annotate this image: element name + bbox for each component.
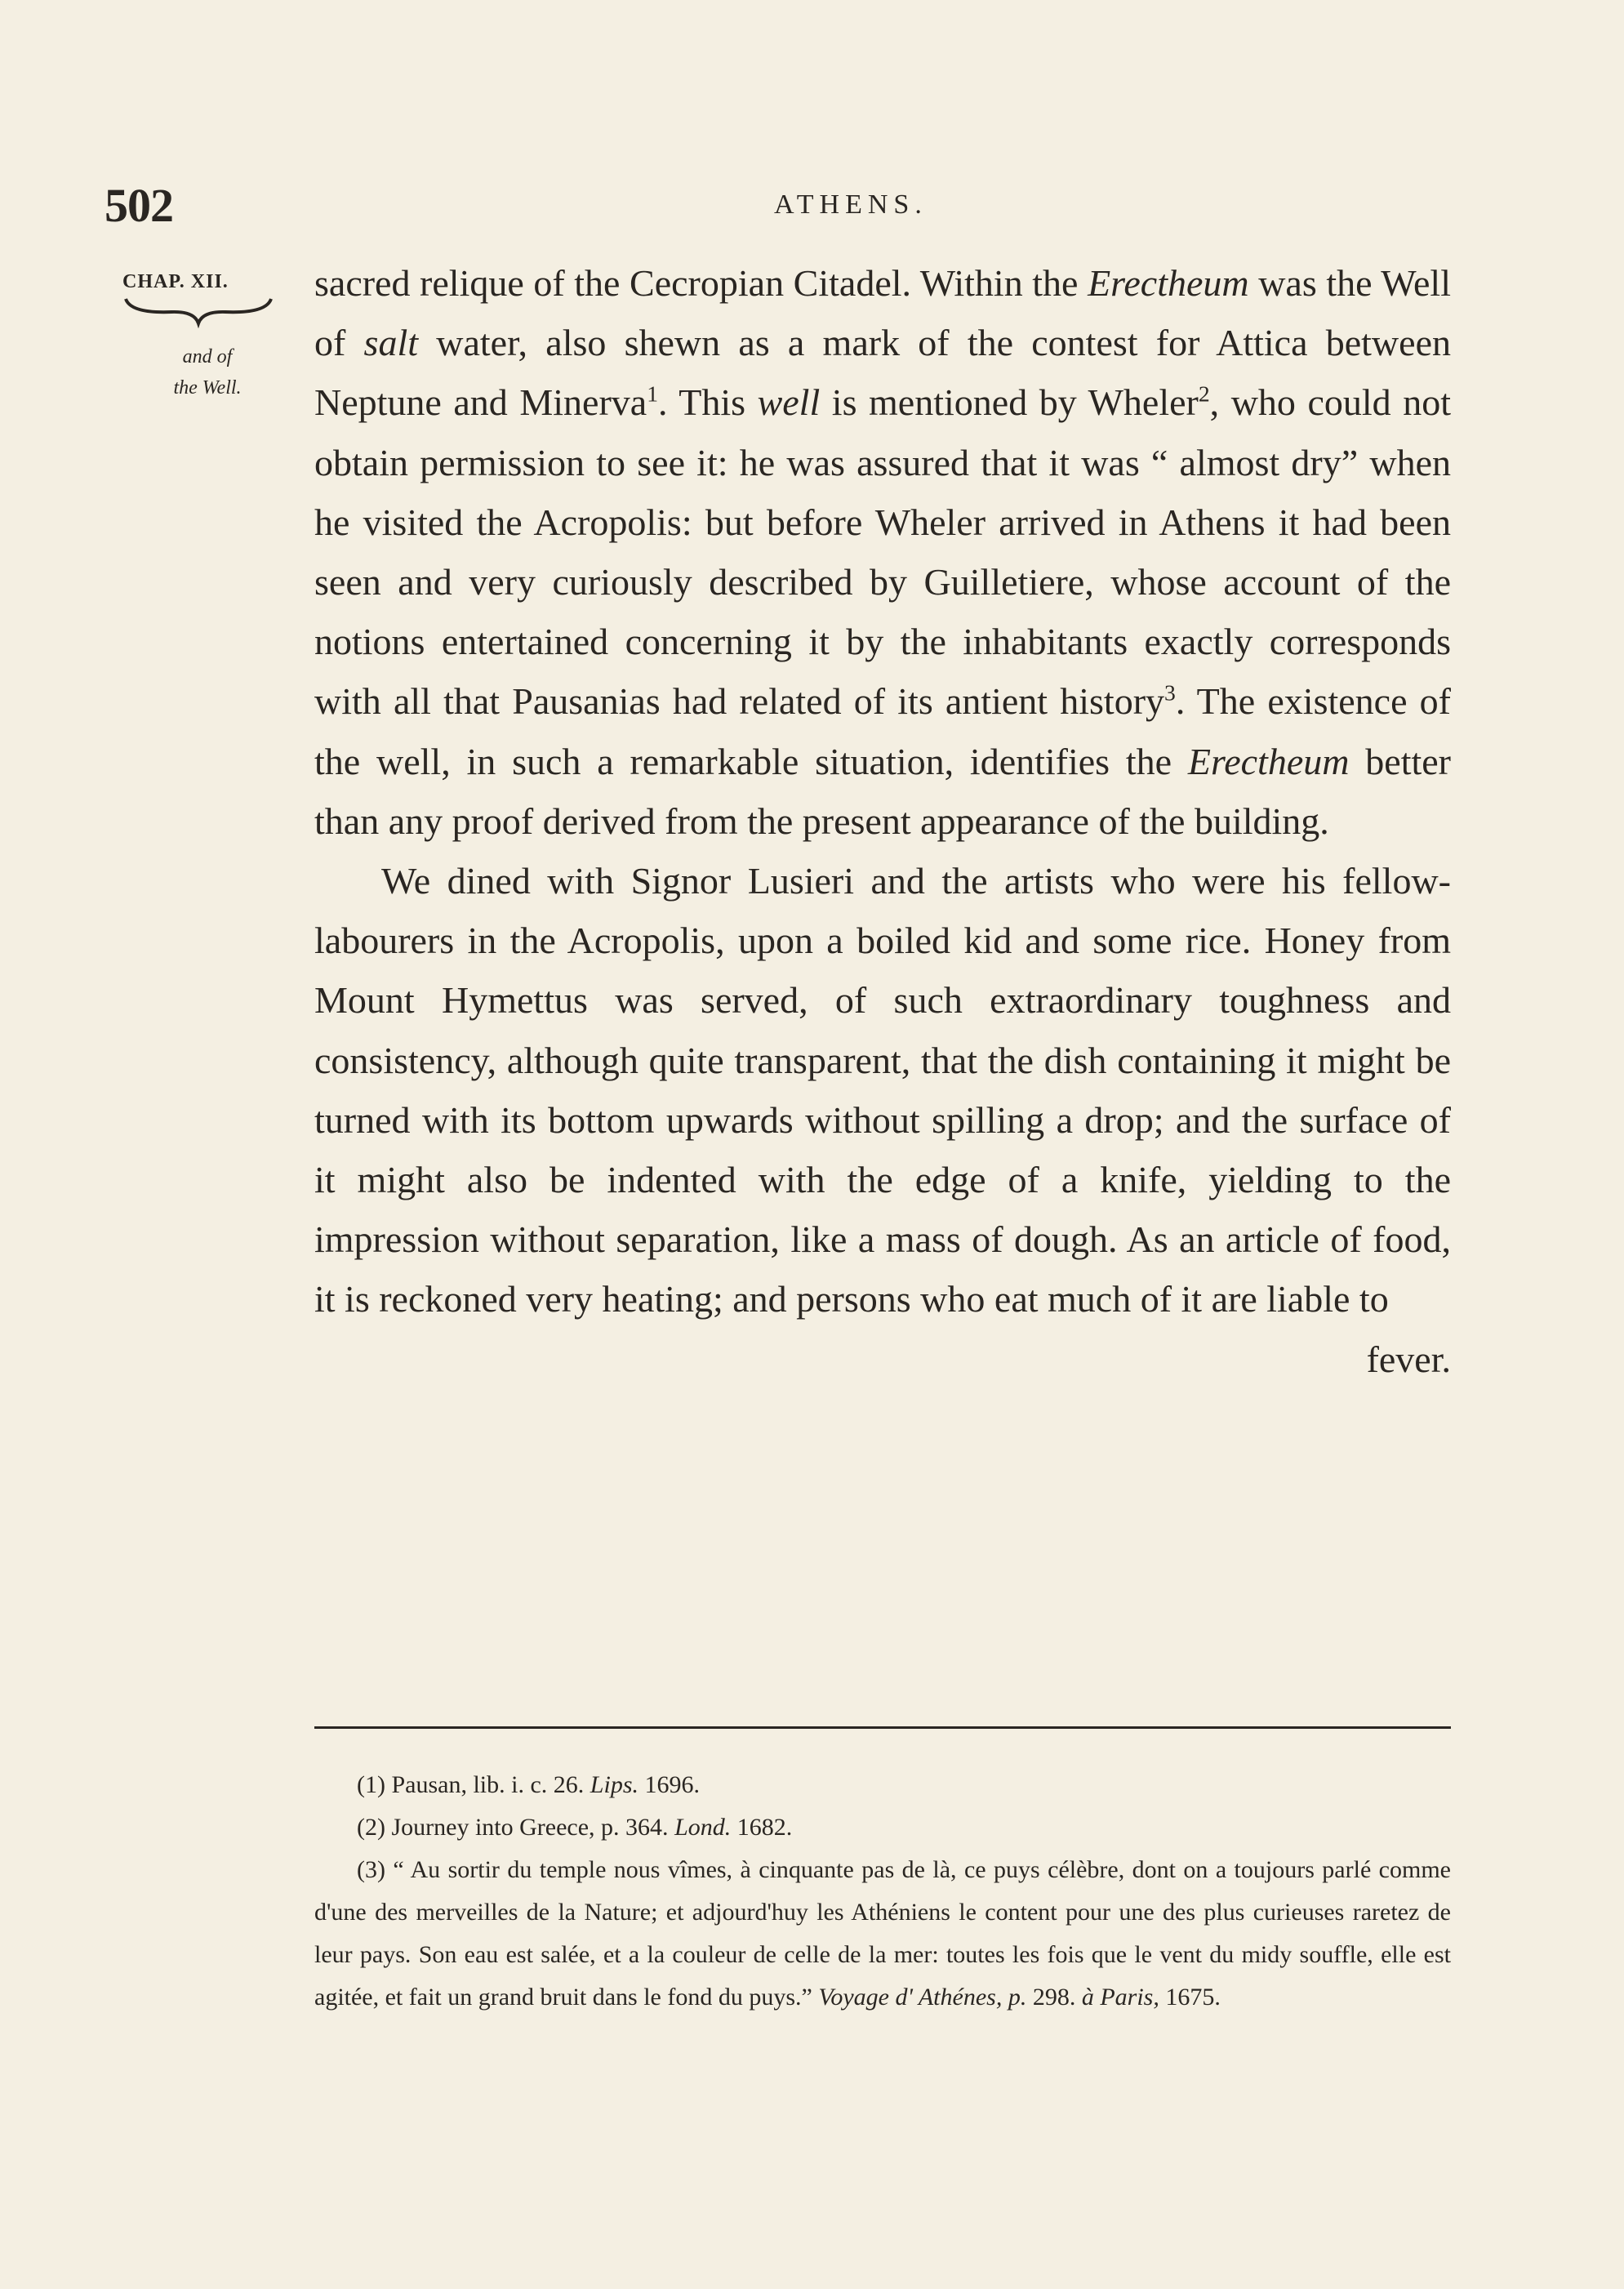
margin-note-line2: the Well.: [173, 377, 242, 399]
p1-text: . This: [658, 381, 758, 424]
footnote-3: [314, 1849, 1451, 2019]
p1-italic-erectheum-2: Erectheum: [1187, 740, 1350, 782]
footnote-number: (2): [357, 1814, 385, 1841]
p1-text: sacred relique of the Cecropian Citadel. Within the: [314, 262, 1088, 304]
p1-text: was the Well of: [314, 262, 1451, 364]
margin-note: [134, 341, 281, 403]
footnote-italic: Lond.: [674, 1814, 732, 1841]
p1-italic-well: well: [757, 381, 821, 424]
footnote-italic: Lips.: [590, 1771, 638, 1798]
footnote-number: (1): [357, 1771, 385, 1798]
footnote-separator-rule: [314, 1726, 1451, 1729]
footnote-text: 298.: [1026, 1984, 1082, 2011]
p1-italic-salt: salt: [363, 322, 419, 364]
margin-note-line1: and of: [182, 346, 233, 367]
margin-chapter-label: CHAP. XII.: [122, 271, 229, 292]
footnote-text: “ Au sortir du temple nous vîmes, à cinquante pas de là, ce puys célèbre, dont on a toujours parlé comme d'une des merveilles de la Nature; et adjourd'huy les Athéniens le content pour une des plus curieuses raretez de leur pays. Son eau est salée, et a la couleur de celle de la mer: toutes les fois que le vent du midy souffle, elle est agitée, et fait un grand bruit dans le fond du puys.”: [314, 1856, 1451, 2011]
footnotes: [314, 1764, 1451, 2019]
main-text: [314, 253, 1451, 1389]
footnote-number: (3): [357, 1856, 385, 1883]
page-number: 502: [105, 179, 173, 232]
footnote-text: Pausan, lib. i. c. 26.: [385, 1771, 590, 1798]
footnote-ref-1[interactable]: 1: [647, 381, 658, 407]
footnote-italic: à Paris,: [1081, 1984, 1159, 2011]
footnote-text: 1696.: [638, 1771, 700, 1798]
p1-text: is mentioned by Wheler: [820, 381, 1199, 424]
footnote-ref-3[interactable]: 3: [1164, 680, 1176, 706]
footnote-ref-2[interactable]: 2: [1198, 381, 1210, 407]
footnote-italic: Voyage d' Athénes, p.: [818, 1984, 1027, 2011]
footnote-1: [314, 1764, 1451, 1806]
p1-text: better than any proof derived from the present appearance of the building.: [314, 740, 1451, 842]
p1-italic-erectheum: Erectheum: [1088, 262, 1249, 304]
p1-text: . The existence of the well, in such a remarkable situation, identifies the: [314, 680, 1451, 782]
p1-text: water, also shewn as a mark of the contest for Attica between Neptune and Minerva: [314, 322, 1451, 424]
running-title: ATHENS.: [774, 189, 928, 220]
footnote-2: [314, 1806, 1451, 1849]
margin-brace-ornament: [122, 296, 274, 328]
footnote-text: Journey into Greece, p. 364.: [385, 1814, 675, 1841]
paragraph-2: We dined with Signor Lusieri and the artists who were his fellow-labourers in the Acropolis, upon a boiled kid and some rice. Honey from Mount Hymettus was served, of such extraordinary toughness and consistency, although quite transparent, that the dish containing it might be turned with its bottom upwards without spilling a drop; and the surface of it might also be indented with the edge of a knife, yielding to the impression without separation, like a mass of dough. As an article of food, it is reckoned very heating; and persons who eat much of it are liable to: [314, 860, 1451, 1320]
catchword: fever.: [1366, 1338, 1451, 1380]
footnote-text: 1682.: [731, 1814, 793, 1841]
footnote-text: 1675.: [1159, 1984, 1221, 2011]
p1-text: , who could not obtain permission to see it: he was assured that it was “ almost dry” when he visited the Acropolis: but before Wheler arrived in Athens it had been seen and very curiously described by Guilletiere, whose account of the notions entertained concerning it by the inhabitants exactly corresponds with all that Pausanias had related of its antient history: [314, 381, 1452, 723]
paragraph-1: [314, 253, 1451, 851]
